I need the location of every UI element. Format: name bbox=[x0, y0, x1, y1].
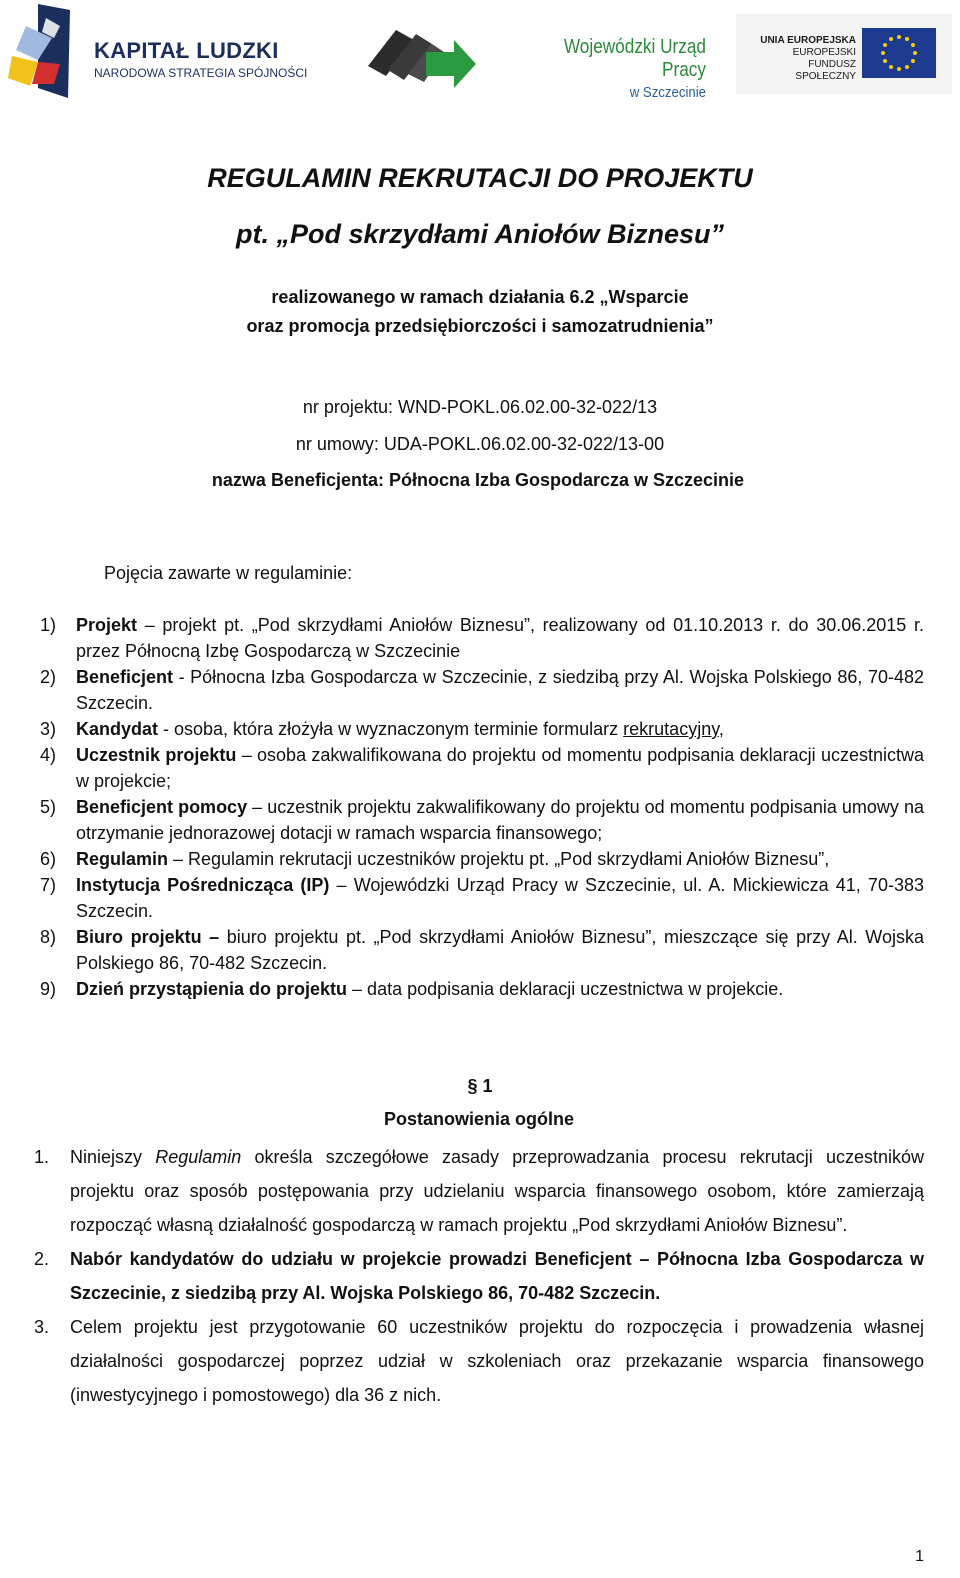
provision-number: 1. bbox=[34, 1147, 50, 1167]
definition-term: Regulamin bbox=[76, 849, 169, 869]
definition-item bbox=[40, 664, 924, 716]
kapital-ludzki-emblem-icon bbox=[8, 4, 84, 100]
kapital-ludzki-title: KAPITAŁ LUDZKI bbox=[94, 38, 279, 63]
definition-text: – projekt pt. „Pod skrzydłami Aniołów Biznesu”, realizowany od 01.10.2013 r. do 30.06.2015 r. przez Północną Izbę Gospodarczą w Szczecinie bbox=[76, 615, 924, 661]
eu-line-3: FUNDUSZ SPOŁECZNY bbox=[795, 59, 856, 82]
provision-italic-term: Regulamin bbox=[155, 1147, 242, 1167]
header-logos bbox=[0, 0, 960, 110]
definition-text: – uczestnik projektu zakwalifikowany do projektu od momentu podpisania umowy na otrzymanie jednorazowej dotacji w ramach wsparcia finansowego; bbox=[76, 797, 924, 843]
beneficiary-name: nazwa Beneficjenta: Północna Izba Gospodarcza w Szczecinie bbox=[211, 470, 745, 490]
eu-line-2: EUROPEJSKI bbox=[792, 47, 856, 58]
kapital-ludzki-logo bbox=[8, 4, 308, 100]
definition-item bbox=[40, 924, 924, 976]
definitions-list bbox=[40, 612, 924, 1002]
subtitle-line-2: oraz promocja przedsiębiorczości i samozatrudnienia” bbox=[246, 316, 714, 336]
provision-item bbox=[34, 1140, 924, 1242]
kapital-ludzki-subtitle: NARODOWA STRATEGIA SPÓJNOŚCI bbox=[94, 66, 308, 80]
provision-item bbox=[34, 1310, 924, 1412]
definition-item bbox=[40, 846, 924, 872]
document-title-line-2: pt. „Pod skrzydłami Aniołów Biznesu” bbox=[235, 219, 725, 249]
provision-text-start: Niniejszy bbox=[70, 1147, 156, 1167]
definition-number: 9) bbox=[40, 979, 57, 999]
contract-number: nr umowy: UDA-POKL.06.02.00-32-022/13-00 bbox=[295, 434, 665, 454]
definition-term: Uczestnik projektu bbox=[76, 745, 237, 765]
definition-item bbox=[40, 716, 924, 742]
definition-underlined-text: rekrutacyjny bbox=[623, 719, 719, 739]
project-number: nr projektu: WND-POKL.06.02.00-32-022/13 bbox=[302, 397, 658, 417]
provision-number: 3. bbox=[34, 1317, 50, 1337]
provision-text-end: określa szczegółowe zasady przeprowadzania procesu rekrutacji uczestników projektu oraz sposób postępowania przy udzielaniu wsparcia finansowego osobom, które zamierzają rozpocząć własną działalność gospodarczą w ramach projektu „Pod skrzydłami Aniołów Biznesu”. bbox=[70, 1147, 924, 1235]
provision-text: Celem projektu jest przygotowanie 60 uczestników projektu do rozpoczęcia i prowadzenia własnej działalności gospodarczej poprzez udział w szkoleniach oraz przekazanie wsparcia finansowego (inwestycyjnego i pomostowego) dla 36 z nich. bbox=[70, 1317, 924, 1405]
definition-text: – Wojewódzki Urząd Pracy w Szczecinie, ul. A. Mickiewicza 41, 70-383 Szczecin. bbox=[76, 875, 924, 921]
provision-number: 2. bbox=[34, 1249, 50, 1269]
subtitle-line-1: realizowanego w ramach działania 6.2 „Wsparcie bbox=[271, 287, 689, 307]
definition-item bbox=[40, 794, 924, 846]
definition-text: - Północna Izba Gospodarcza w Szczecinie, z siedzibą przy Al. Wojska Polskiego 86, 70-482 Szczecin. bbox=[76, 667, 924, 713]
section-number: § 1 bbox=[467, 1076, 493, 1096]
definition-term: Biuro projektu – bbox=[76, 927, 220, 947]
page-number: 1 bbox=[915, 1548, 924, 1565]
wup-title: Wojewódzki Urząd Pracy bbox=[563, 36, 706, 81]
definition-number: 3) bbox=[40, 719, 57, 739]
definition-item bbox=[40, 742, 924, 794]
provision-item bbox=[34, 1242, 924, 1310]
definition-number: 5) bbox=[40, 797, 57, 817]
definition-text: – osoba zakwalifikowana do projektu od momentu podpisania deklaracji uczestnictwa w projekcie; bbox=[76, 745, 925, 791]
definition-term: Kandydat bbox=[76, 719, 159, 739]
definition-term: Beneficjent bbox=[76, 667, 174, 687]
definition-number: 1) bbox=[40, 615, 57, 635]
general-provisions-list bbox=[34, 1140, 924, 1412]
definition-text: biuro projektu pt. „Pod skrzydłami Aniołów Biznesu”, mieszczące się przy Al. Wojska Polskiego 86, 70-482 Szczecin. bbox=[76, 927, 924, 973]
definition-text: – data podpisania deklaracji uczestnictwa w projekcie. bbox=[347, 979, 784, 999]
definition-term: Instytucja Pośrednicząca (IP) bbox=[76, 875, 330, 895]
definitions-intro: Pojęcia zawarte w regulaminie: bbox=[104, 563, 353, 583]
definition-term: Beneficjent pomocy bbox=[76, 797, 248, 817]
provision-text: Nabór kandydatów do udziału w projekcie prowadzi Beneficjent – Północna Izba Gospodarcza w Szczecinie, z siedzibą przy Al. Wojska Polskiego 86, 70-482 Szczecin. bbox=[70, 1249, 924, 1303]
eu-flag-icon bbox=[862, 28, 936, 78]
definition-number: 8) bbox=[40, 927, 57, 947]
eu-logo bbox=[736, 14, 952, 94]
definition-term: Dzień przystąpienia do projektu bbox=[76, 979, 348, 999]
definition-text: - osoba, która złożyła w wyznaczonym terminie formularz bbox=[158, 719, 624, 739]
definition-number: 6) bbox=[40, 849, 57, 869]
eu-line-1: UNIA EUROPEJSKA bbox=[760, 35, 856, 46]
document-title-line-1: REGULAMIN REKRUTACJI DO PROJEKTU bbox=[207, 163, 753, 193]
definition-text: – Regulamin rekrutacji uczestników projektu pt. „Pod skrzydłami Aniołów Biznesu”, bbox=[168, 849, 830, 869]
definition-term: Projekt bbox=[76, 615, 138, 635]
definition-number: 4) bbox=[40, 745, 57, 765]
definition-tail: , bbox=[718, 719, 724, 739]
definition-number: 7) bbox=[40, 875, 57, 895]
definition-item bbox=[40, 976, 924, 1002]
wup-subtitle: w Szczecinie bbox=[629, 84, 706, 101]
section-title: Postanowienia ogólne bbox=[383, 1109, 575, 1129]
wup-emblem-icon bbox=[366, 26, 476, 90]
wup-logo bbox=[366, 26, 706, 101]
definition-item bbox=[40, 872, 924, 924]
definition-item bbox=[40, 612, 924, 664]
definition-number: 2) bbox=[40, 667, 57, 687]
